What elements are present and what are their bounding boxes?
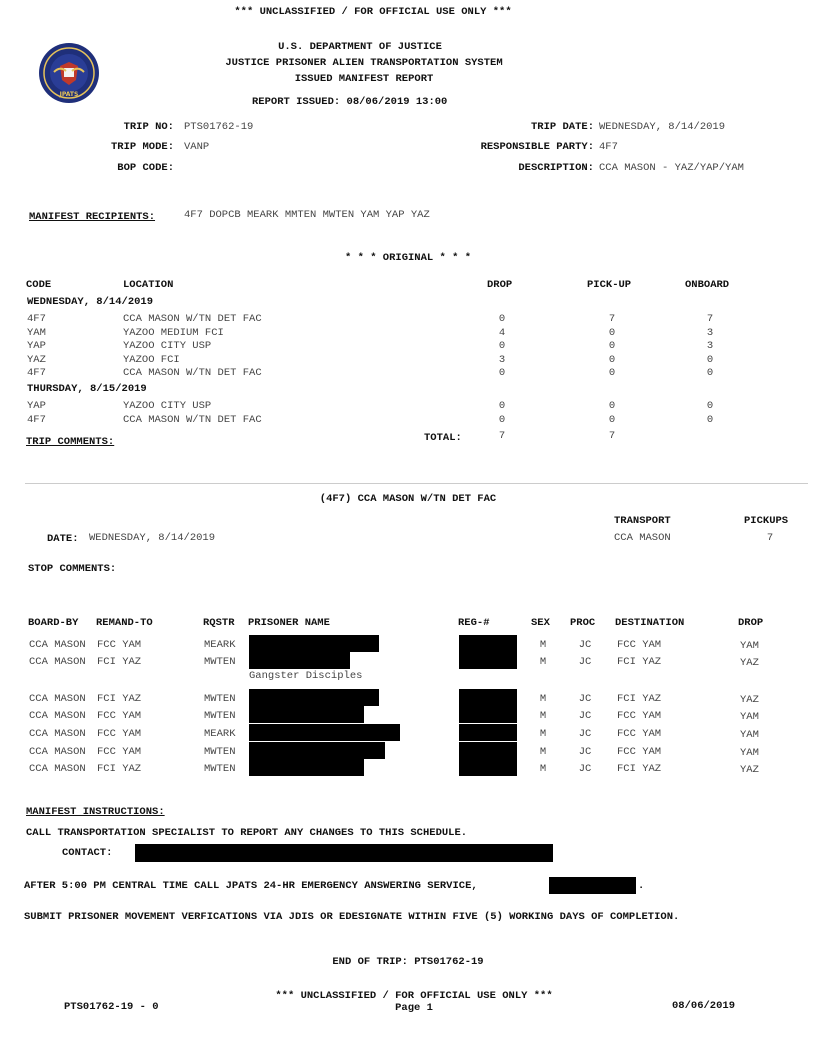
- classification-banner-bottom: *** UNCLASSIFIED / FOR OFFICIAL USE ONLY ***: [275, 990, 553, 1002]
- sex: M: [539, 693, 547, 705]
- proc: JC: [578, 710, 592, 722]
- redacted-prisoner-name: [249, 652, 350, 669]
- stop-drop: 3: [498, 353, 506, 366]
- board-by: CCA MASON: [29, 656, 86, 668]
- stop-onboard: 7: [706, 313, 714, 325]
- trip-comments-label: TRIP COMMENTS:: [26, 436, 115, 448]
- report-issued-value: 08/06/2019 13:00: [346, 96, 448, 108]
- proc: JC: [578, 693, 592, 705]
- proc: JC: [578, 763, 592, 775]
- trip-mode-value: VANP: [184, 141, 210, 153]
- remand-to: FCI YAZ: [97, 693, 142, 705]
- col-drop-header-2: DROP: [738, 617, 764, 629]
- rqstr: MWTEN: [204, 693, 236, 705]
- stop-drop: 4: [498, 326, 506, 339]
- transport-value: CCA MASON: [614, 532, 671, 544]
- trip-no-label: TRIP NO:: [123, 121, 174, 133]
- drop: YAZ: [740, 764, 759, 776]
- stop-pickup: 7: [608, 313, 616, 325]
- sex: M: [539, 639, 547, 651]
- redacted-reg-number: [459, 742, 517, 759]
- board-by: CCA MASON: [29, 710, 86, 722]
- remand-to: FCC YAM: [97, 746, 142, 758]
- instructions-line1: CALL TRANSPORTATION SPECIALIST TO REPORT ANY CHANGES TO THIS SCHEDULE.: [26, 827, 468, 839]
- manifest-recipients-value: 4F7 DOPCB MEARK MMTEN MWTEN YAM YAP YAZ: [184, 209, 430, 221]
- stop-drop: 0: [498, 313, 506, 325]
- rqstr: MEARK: [204, 728, 236, 740]
- col-proc-header: PROC: [570, 617, 596, 629]
- stop-location: CCA MASON W/TN DET FAC: [123, 313, 262, 325]
- stop-code: YAP: [27, 340, 46, 352]
- redacted-reg-number: [459, 635, 517, 652]
- original-label: * * * ORIGINAL * * *: [344, 252, 472, 264]
- board-by: CCA MASON: [29, 693, 86, 705]
- trip-date-label: TRIP DATE:: [530, 121, 594, 133]
- description-label: DESCRIPTION:: [518, 162, 594, 174]
- manifest-recipients-label: MANIFEST RECIPIENTS:: [29, 211, 156, 223]
- redacted-prisoner-name: [249, 635, 379, 652]
- stop-code: 4F7: [27, 413, 46, 426]
- sex: M: [539, 746, 547, 758]
- redacted-reg-number: [459, 689, 517, 706]
- redacted-prisoner-name: [249, 759, 364, 776]
- drop: YAM: [740, 747, 759, 759]
- instructions-line3: SUBMIT PRISONER MOVEMENT VERFICATIONS VIA JDIS OR EDESIGNATE WITHIN FIVE (5) WORKING DAYS OF COMPLETION.: [24, 911, 680, 923]
- report-issued-label: REPORT ISSUED:: [252, 96, 341, 108]
- redacted-reg-number: [459, 706, 517, 723]
- col-pickup-header: PICK-UP: [587, 279, 632, 291]
- footer-date: 08/06/2019: [672, 1000, 736, 1012]
- stop-onboard: 0: [706, 367, 714, 379]
- day1-label: WEDNESDAY, 8/14/2019: [27, 296, 154, 308]
- col-location-header: LOCATION: [123, 279, 174, 291]
- end-of-trip: END OF TRIP: PTS01762-19: [332, 956, 484, 968]
- contact-label: CONTACT:: [62, 847, 113, 859]
- pickups-header: PICKUPS: [744, 515, 789, 527]
- day2-label: THURSDAY, 8/15/2019: [27, 383, 147, 395]
- col-reg-header: REG-#: [458, 617, 490, 629]
- redacted-prisoner-name: [249, 706, 364, 723]
- stop-onboard: 0: [706, 353, 714, 366]
- destination: FCC YAM: [617, 728, 662, 740]
- stop-code: YAP: [27, 400, 46, 412]
- remand-to: FCC YAM: [97, 639, 142, 651]
- section-divider: [25, 483, 808, 484]
- stop-drop: 0: [498, 400, 506, 412]
- col-remand-to-header: REMAND-TO: [96, 617, 153, 629]
- stop-drop: 0: [498, 340, 506, 352]
- description-value: CCA MASON - YAZ/YAP/YAM: [599, 162, 744, 174]
- destination: FCI YAZ: [617, 763, 662, 775]
- stop-location: YAZOO MEDIUM FCI: [123, 326, 224, 339]
- sex: M: [539, 710, 547, 722]
- report-issued: [252, 96, 447, 108]
- trip-mode-label: TRIP MODE:: [110, 141, 174, 153]
- sex: M: [539, 763, 547, 775]
- rqstr: MWTEN: [204, 746, 236, 758]
- col-drop-header: DROP: [487, 279, 513, 291]
- stop-pickup: 0: [608, 367, 616, 379]
- transport-header: TRANSPORT: [614, 515, 671, 527]
- responsible-party-label: RESPONSIBLE PARTY:: [480, 141, 594, 153]
- classification-banner-top: *** UNCLASSIFIED / FOR OFFICIAL USE ONLY ***: [234, 6, 512, 18]
- proc: JC: [578, 639, 592, 651]
- stop-title: (4F7) CCA MASON W/TN DET FAC: [319, 493, 497, 505]
- destination: FCC YAM: [617, 639, 662, 651]
- remand-to: FCC YAM: [97, 710, 142, 722]
- redacted-prisoner-name: [249, 742, 385, 759]
- manifest-instructions-label: MANIFEST INSTRUCTIONS:: [26, 806, 165, 818]
- rqstr: MWTEN: [204, 656, 236, 668]
- col-board-by-header: BOARD-BY: [28, 617, 79, 629]
- sex: M: [539, 728, 547, 740]
- stop-onboard: 3: [706, 326, 714, 339]
- board-by: CCA MASON: [29, 763, 86, 775]
- stop-pickup: 0: [608, 353, 616, 366]
- header-report-title: ISSUED MANIFEST REPORT: [294, 73, 434, 85]
- stop-pickup: 0: [608, 400, 616, 412]
- redacted-reg-number: [459, 652, 517, 669]
- col-destination-header: DESTINATION: [615, 617, 685, 629]
- col-onboard-header: ONBOARD: [685, 279, 730, 291]
- page-number: Page 1: [395, 1002, 433, 1014]
- redacted-prisoner-name: [249, 689, 379, 706]
- stop-pickup: 0: [608, 413, 616, 426]
- stop-onboard: 0: [706, 400, 714, 412]
- pickups-value: 7: [766, 532, 774, 544]
- remand-to: FCI YAZ: [97, 763, 142, 775]
- stop-location: CCA MASON W/TN DET FAC: [123, 367, 262, 379]
- proc: JC: [578, 728, 592, 740]
- proc: JC: [578, 746, 592, 758]
- stop-location: YAZOO CITY USP: [123, 400, 212, 412]
- board-by: CCA MASON: [29, 746, 86, 758]
- drop: YAM: [740, 640, 759, 652]
- stop-location: CCA MASON W/TN DET FAC: [123, 413, 262, 426]
- stop-date-label: DATE:: [47, 533, 79, 545]
- stop-date-value: WEDNESDAY, 8/14/2019: [89, 532, 216, 544]
- total-label: TOTAL:: [424, 432, 462, 444]
- stop-location: YAZOO FCI: [123, 353, 180, 366]
- col-code-header: CODE: [26, 279, 52, 291]
- header-department: U.S. DEPARTMENT OF JUSTICE: [278, 41, 442, 53]
- destination: FCC YAM: [617, 710, 662, 722]
- stop-code: 4F7: [27, 313, 46, 325]
- stop-drop: 0: [498, 413, 506, 426]
- destination: FCI YAZ: [617, 656, 662, 668]
- stop-onboard: 3: [706, 340, 714, 352]
- bop-code-label: BOP CODE:: [117, 162, 174, 174]
- redacted-prisoner-name: [249, 724, 400, 741]
- footer-trip-id: PTS01762-19 - 0: [64, 1001, 159, 1013]
- col-rqstr-header: RQSTR: [203, 617, 235, 629]
- stop-code: YAZ: [27, 353, 46, 366]
- prisoner-note: Gangster Disciples: [249, 670, 363, 682]
- rqstr: MEARK: [204, 639, 236, 651]
- stop-pickup: 0: [608, 340, 616, 352]
- redacted-contact: [135, 844, 553, 862]
- board-by: CCA MASON: [29, 639, 86, 651]
- drop: YAZ: [740, 657, 759, 669]
- instructions-line2: AFTER 5:00 PM CENTRAL TIME CALL JPATS 24-HR EMERGENCY ANSWERING SERVICE,: [24, 880, 478, 892]
- rqstr: MWTEN: [204, 763, 236, 775]
- destination: FCI YAZ: [617, 693, 662, 705]
- stop-pickup: 0: [608, 326, 616, 339]
- redacted-reg-number: [459, 759, 517, 776]
- destination: FCC YAM: [617, 746, 662, 758]
- col-sex-header: SEX: [531, 617, 550, 629]
- rqstr: MWTEN: [204, 710, 236, 722]
- redacted-reg-number: [459, 724, 517, 741]
- seal-text: JPATS: [59, 91, 79, 98]
- stop-code: 4F7: [27, 367, 46, 379]
- col-prisoner-name-header: PRISONER NAME: [248, 617, 330, 629]
- drop: YAZ: [740, 694, 759, 706]
- proc: JC: [578, 656, 592, 668]
- trip-date-value: WEDNESDAY, 8/14/2019: [599, 121, 726, 133]
- trip-no-value: PTS01762-19: [184, 121, 254, 133]
- remand-to: FCC YAM: [97, 728, 142, 740]
- total-pickup: 7: [608, 430, 616, 442]
- header-system: JUSTICE PRISONER ALIEN TRANSPORTATION SYSTEM: [225, 57, 503, 69]
- stop-onboard: 0: [706, 413, 714, 426]
- stop-location: YAZOO CITY USP: [123, 340, 212, 352]
- drop: YAM: [740, 711, 759, 723]
- sex: M: [539, 656, 547, 668]
- drop: YAM: [740, 729, 759, 741]
- stop-comments-label: STOP COMMENTS:: [28, 563, 117, 575]
- board-by: CCA MASON: [29, 728, 86, 740]
- stop-code: YAM: [27, 326, 46, 339]
- instructions-line2-end: .: [638, 880, 645, 892]
- total-drop: 7: [498, 430, 506, 442]
- redacted-phone: [549, 877, 636, 894]
- responsible-party-value: 4F7: [599, 141, 618, 153]
- stop-drop: 0: [498, 367, 506, 379]
- remand-to: FCI YAZ: [97, 656, 142, 668]
